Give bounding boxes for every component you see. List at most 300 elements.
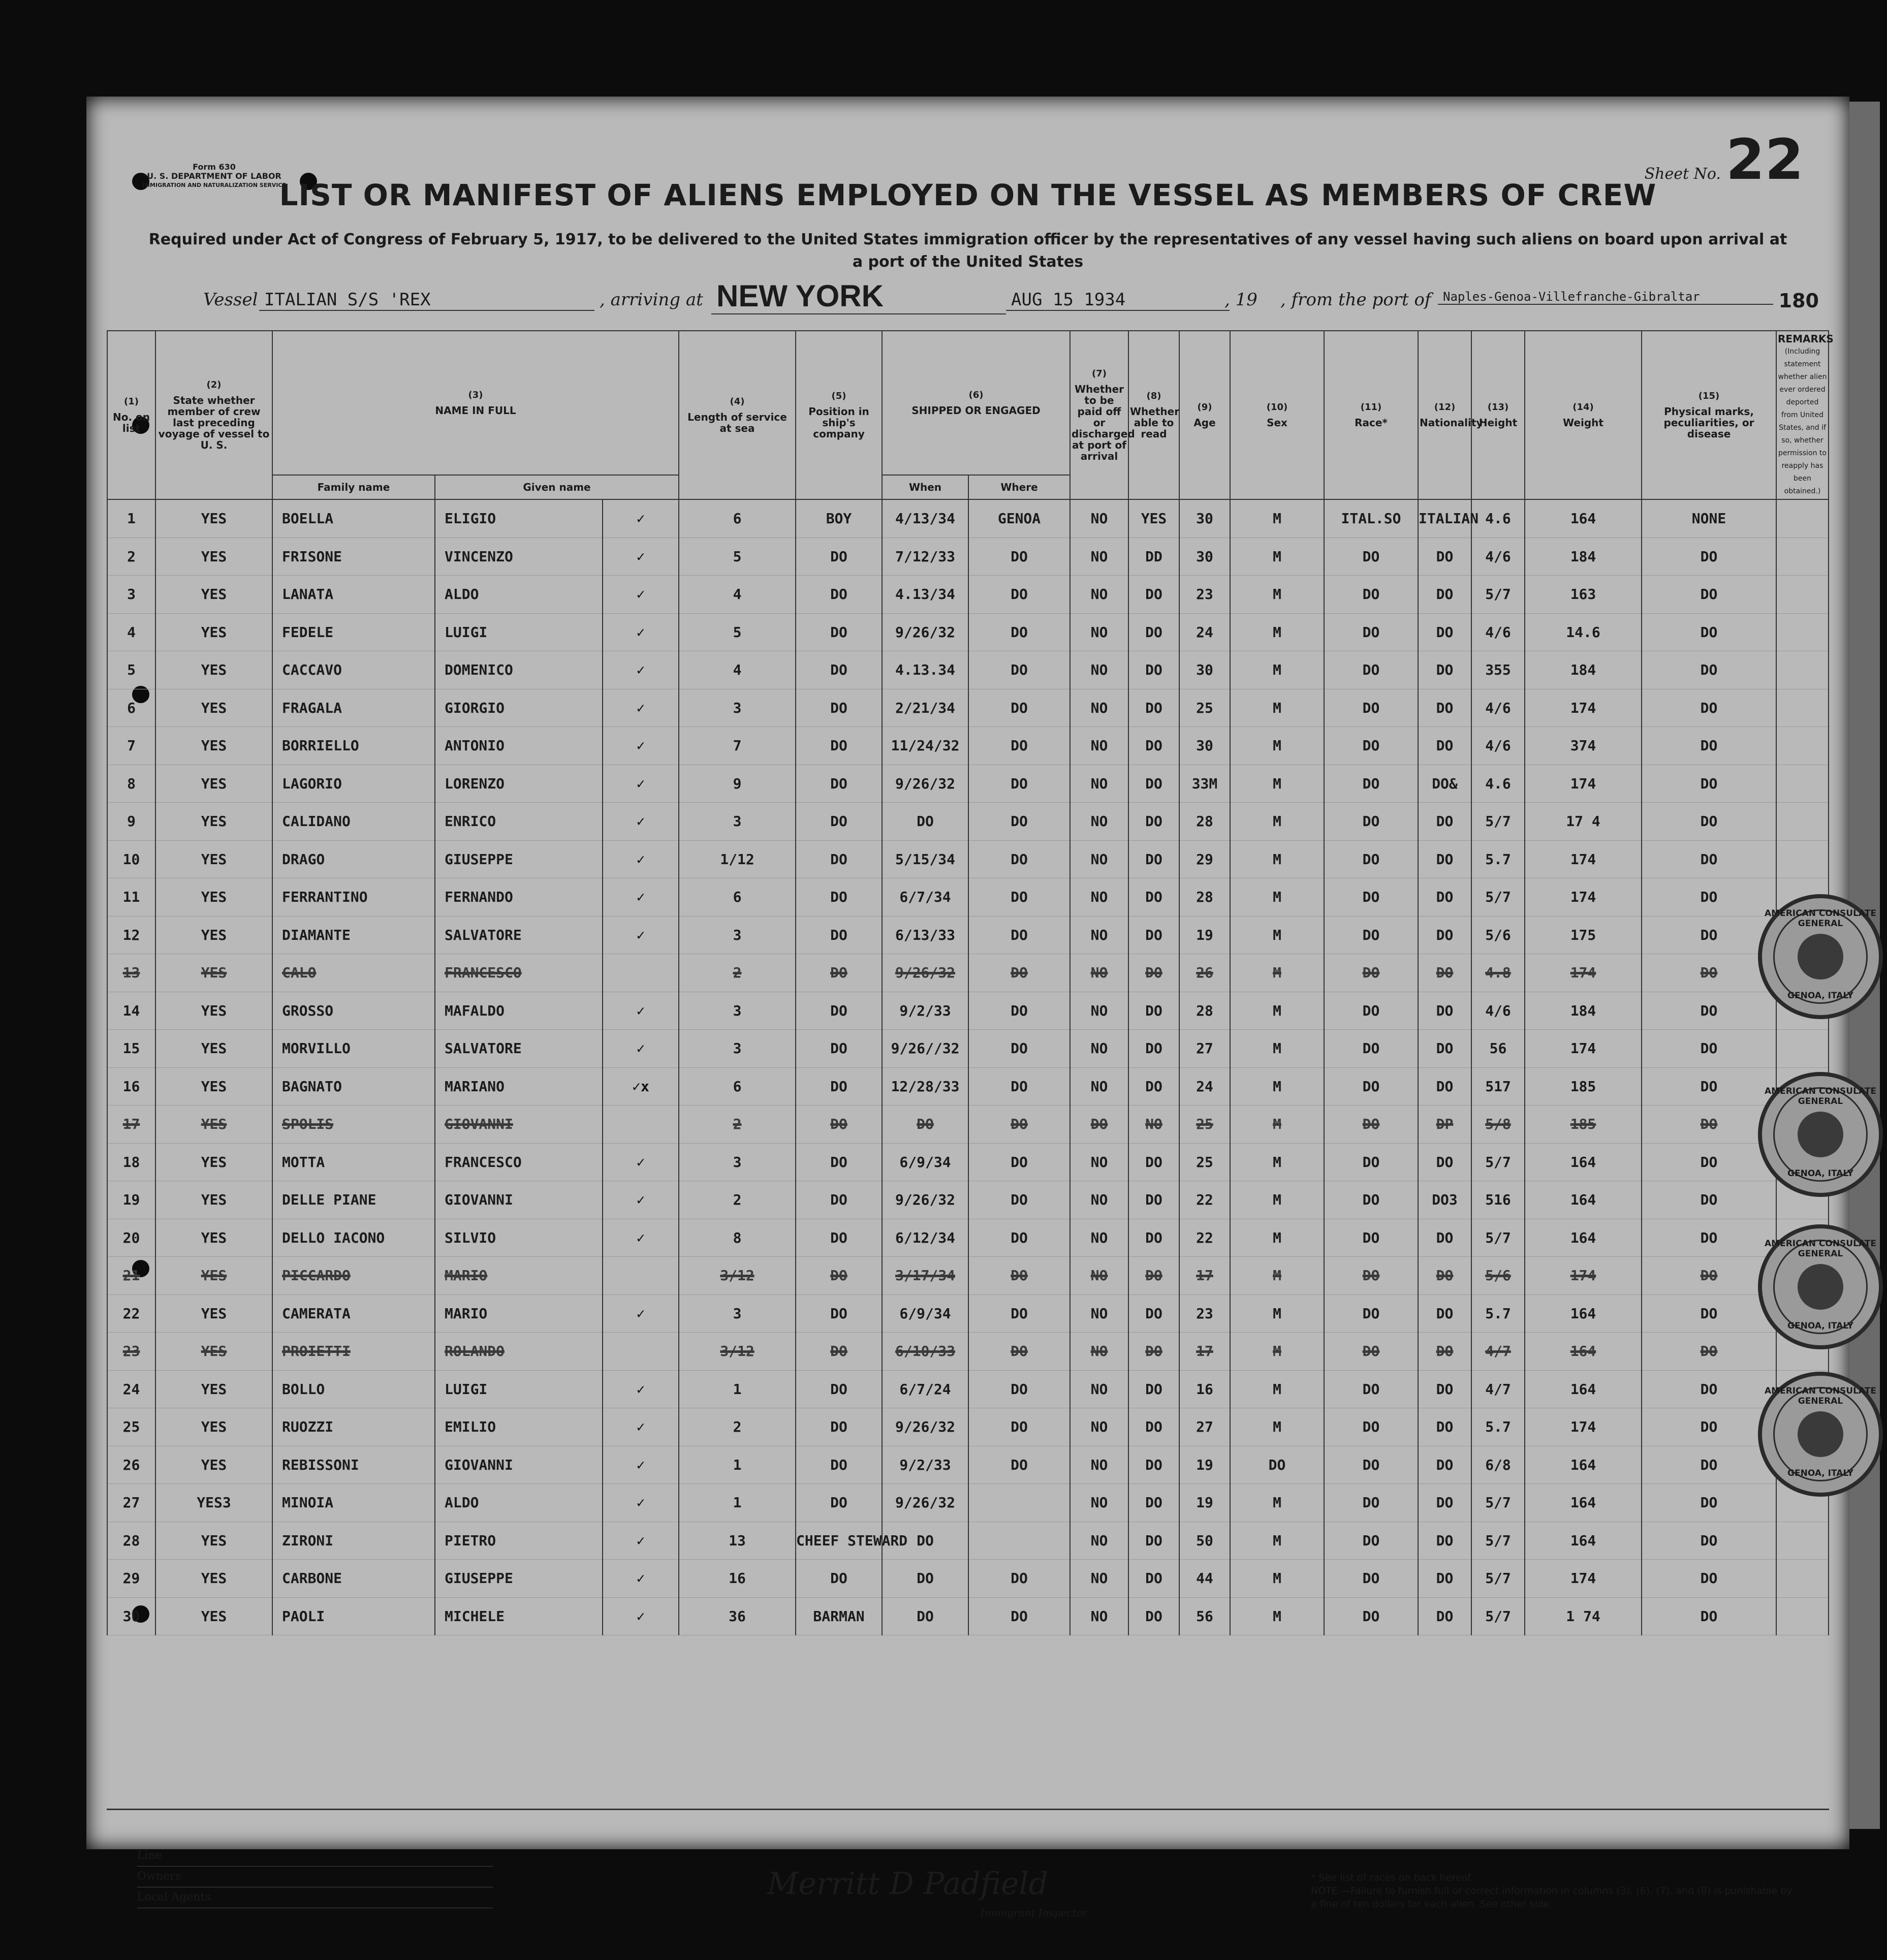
remarks-cell [1776,1597,1829,1635]
service-cell: 7 [679,727,796,765]
family-name-cell: ZIRONI [272,1522,435,1560]
given-name-cell: ELIGIO [435,499,603,538]
read-cell: DO [1128,613,1179,651]
shipped-where-cell: DO [968,1219,1070,1257]
physical-cell: DO [1642,765,1776,803]
form-identifier: Form 630 U. S. DEPARTMENT OF LABOR IMMIGRATION AND NATURALIZATION SERVICE [142,162,287,188]
race-cell: DO [1324,1219,1418,1257]
prev-voyage-cell: YES [155,1408,272,1446]
family-name-cell: LAGORIO [272,765,435,803]
check-mark: ✓ [603,803,679,841]
check-mark: ✓ [603,1522,679,1560]
family-name-cell: CALO [272,954,435,992]
weight-cell: 185 [1525,1105,1642,1144]
sex-cell: M [1230,1560,1324,1598]
read-cell: DO [1128,651,1179,689]
weight-cell: 163 [1525,576,1642,614]
height-cell: 4/7 [1471,1333,1525,1371]
read-cell: DO [1128,916,1179,954]
read-cell: DO [1128,1370,1179,1408]
position-cell: DO [796,803,882,841]
shipped-where-cell: DO [968,1067,1070,1105]
read-cell: DO [1128,992,1179,1030]
consulate-seal: AMERICAN CONSULATE GENERAL GENOA, ITALY [1758,894,1883,1019]
position-cell: DO [796,992,882,1030]
weight-cell: 174 [1525,765,1642,803]
remarks-cell [1776,576,1829,614]
service-cell: 3 [679,803,796,841]
physical-cell: DO [1642,1408,1776,1446]
paid-off-cell: NO [1070,803,1128,841]
prev-voyage-cell: YES [155,954,272,992]
check-mark: ✓ [603,727,679,765]
shipped-when-cell: 4.13.34 [882,651,968,689]
nationality-cell: DO [1418,1294,1471,1333]
read-cell: DO [1128,1294,1179,1333]
header-sex: (10) Sex [1230,331,1324,499]
family-name-cell: DELLO IACONO [272,1219,435,1257]
race-cell: DO [1324,1257,1418,1295]
race-cell: DO [1324,1408,1418,1446]
given-name-cell: MAFALDO [435,992,603,1030]
read-cell: DO [1128,576,1179,614]
service-cell: 1 [679,1484,796,1522]
shipped-where-cell: DO [968,538,1070,576]
nationality-cell: DO [1418,1446,1471,1484]
height-cell: 5/7 [1471,1484,1525,1522]
shipped-where-cell: DO [968,689,1070,727]
table-row [107,954,1829,992]
row-number: 25 [107,1408,155,1446]
remarks-cell [1776,803,1829,841]
service-cell: 16 [679,1560,796,1598]
shipped-where-cell: GENOA [968,499,1070,538]
nationality-cell: DO [1418,576,1471,614]
weight-cell: 174 [1525,1257,1642,1295]
table-row [107,1370,1829,1408]
check-mark: ✓ [603,765,679,803]
family-name-cell: FRISONE [272,538,435,576]
row-number: 14 [107,992,155,1030]
weight-cell: 164 [1525,1522,1642,1560]
header-when: When [882,475,968,499]
race-cell: DO [1324,878,1418,916]
row-number: 21 [107,1257,155,1295]
nationality-cell: DO [1418,954,1471,992]
race-cell: DO [1324,954,1418,992]
shipped-where-cell: DO [968,651,1070,689]
race-cell: DO [1324,1560,1418,1598]
nationality-cell: DO [1418,1560,1471,1598]
age-cell: 17 [1179,1333,1230,1371]
weight-cell: 164 [1525,1294,1642,1333]
table-row [107,499,1829,538]
remarks-cell [1776,689,1829,727]
service-cell: 3 [679,1030,796,1068]
given-name-cell: GIUSEPPE [435,1560,603,1598]
family-name-cell: FERRANTINO [272,878,435,916]
shipped-when-cell: 9/26/32 [882,1484,968,1522]
given-name-cell: FERNANDO [435,878,603,916]
physical-cell: DO [1642,840,1776,878]
header-shipped: (6) SHIPPED OR ENGAGED [882,331,1070,475]
service-cell: 4 [679,651,796,689]
paid-off-cell: NO [1070,840,1128,878]
given-name-cell: SALVATORE [435,916,603,954]
physical-cell: DO [1642,1219,1776,1257]
race-cell: DO [1324,1522,1418,1560]
row-number: 19 [107,1181,155,1219]
table-row [107,1030,1829,1068]
prev-voyage-cell: YES [155,538,272,576]
weight-cell: 174 [1525,840,1642,878]
read-cell: DO [1128,689,1179,727]
check-mark: ✓ [603,689,679,727]
document-title: LIST OR MANIFEST OF ALIENS EMPLOYED ON THE VESSEL AS MEMBERS OF CREW [279,178,1657,212]
weight-cell: 174 [1525,1560,1642,1598]
paid-off-cell: NO [1070,1370,1128,1408]
read-cell: DO [1128,1333,1179,1371]
service-cell: 9 [679,765,796,803]
table-row [107,1446,1829,1484]
position-cell: DO [796,1105,882,1144]
shipped-where-cell: DO [968,1408,1070,1446]
prev-voyage-cell: YES [155,916,272,954]
check-mark: ✓x [603,1067,679,1105]
service-cell: 3 [679,1294,796,1333]
weight-cell: 1 74 [1525,1597,1642,1635]
header-weight: (14) Weight [1525,331,1642,499]
race-cell: DO [1324,1105,1418,1144]
sex-cell: M [1230,1484,1324,1522]
sex-cell: M [1230,1219,1324,1257]
check-mark [603,1333,679,1371]
race-cell: ITAL.SO [1324,499,1418,538]
height-cell: 4/7 [1471,1370,1525,1408]
height-cell: 5.7 [1471,1408,1525,1446]
race-cell: DO [1324,727,1418,765]
table-row [107,613,1829,651]
nationality-cell: DO [1418,651,1471,689]
paid-off-cell: NO [1070,1484,1128,1522]
service-cell: 2 [679,954,796,992]
sex-cell: M [1230,538,1324,576]
position-cell: DO [796,1294,882,1333]
prev-voyage-cell: YES [155,1143,272,1181]
table-row [107,1408,1829,1446]
position-cell: DO [796,1219,882,1257]
header-remarks: REMARKS (Including statement whether alien ever ordered deported from United States, and if so, whether permission to reapply has been obtained.) [1776,331,1829,499]
eagle-emblem-icon [1798,1264,1843,1310]
age-cell: 33M [1179,765,1230,803]
height-cell: 6/8 [1471,1446,1525,1484]
position-cell: DO [796,613,882,651]
table-row [107,1484,1829,1522]
row-number: 15 [107,1030,155,1068]
age-cell: 25 [1179,689,1230,727]
age-cell: 22 [1179,1181,1230,1219]
read-cell: DO [1128,1522,1179,1560]
table-row [107,1143,1829,1181]
family-name-cell: BAGNATO [272,1067,435,1105]
shipped-when-cell: 7/12/33 [882,538,968,576]
nationality-cell: DO [1418,538,1471,576]
shipped-where-cell: DO [968,1370,1070,1408]
height-cell: 5/7 [1471,1219,1525,1257]
sex-cell: M [1230,1030,1324,1068]
prev-voyage-cell: YES [155,576,272,614]
inspector-caption: Immigrant Inspector. [981,1907,1090,1919]
table-row [107,651,1829,689]
weight-cell: 14.6 [1525,613,1642,651]
nationality-cell: DO [1418,840,1471,878]
sex-cell: M [1230,840,1324,878]
given-name-cell: MARIO [435,1257,603,1295]
shipped-where-cell: DO [968,1030,1070,1068]
sex-cell: M [1230,916,1324,954]
header-race: (11) Race* [1324,331,1418,499]
sex-cell: M [1230,576,1324,614]
prev-voyage-cell: YES [155,992,272,1030]
table-row [107,727,1829,765]
physical-cell: DO [1642,1294,1776,1333]
paid-off-cell: NO [1070,689,1128,727]
header-read: (8) Whether able to read [1128,331,1179,499]
departure-port: Naples-Genoa-Villefranche-Gibraltar [1438,290,1773,305]
shipped-when-cell: 9/26/32 [882,954,968,992]
position-cell: DO [796,1257,882,1295]
nationality-cell: DO [1418,992,1471,1030]
family-name-cell: DIAMANTE [272,916,435,954]
physical-cell: DO [1642,1067,1776,1105]
table-row [107,803,1829,841]
paid-off-cell: NO [1070,727,1128,765]
physical-cell: DO [1642,689,1776,727]
row-number: 22 [107,1294,155,1333]
service-cell: 1/12 [679,840,796,878]
weight-cell: 374 [1525,727,1642,765]
position-cell: DO [796,1484,882,1522]
service-cell: 1 [679,1446,796,1484]
read-cell: DO [1128,1484,1179,1522]
prev-voyage-cell: YES [155,651,272,689]
crew-manifest-table [107,330,1834,1635]
check-mark: ✓ [603,916,679,954]
prev-voyage-cell: YES [155,1522,272,1560]
paid-off-cell: NO [1070,1257,1128,1295]
shipped-when-cell: 9/26//32 [882,1030,968,1068]
check-mark: ✓ [603,651,679,689]
family-name-cell: LANATA [272,576,435,614]
weight-cell: 164 [1525,1181,1642,1219]
sex-cell: M [1230,954,1324,992]
prev-voyage-cell: YES [155,1560,272,1598]
height-cell: 5/7 [1471,1560,1525,1598]
physical-cell: DO [1642,1370,1776,1408]
weight-cell: 174 [1525,689,1642,727]
paid-off-cell: NO [1070,1560,1128,1598]
physical-cell: DO [1642,1446,1776,1484]
nationality-cell: DO [1418,613,1471,651]
prev-voyage-cell: YES [155,1105,272,1144]
shipped-when-cell: 2/21/34 [882,689,968,727]
shipped-where-cell: DO [968,916,1070,954]
given-name-cell: MARIO [435,1294,603,1333]
position-cell: DO [796,1408,882,1446]
prev-voyage-cell: YES [155,499,272,538]
prev-voyage-cell: YES [155,1181,272,1219]
nationality-cell: DO3 [1418,1181,1471,1219]
height-cell: 5/7 [1471,576,1525,614]
check-mark [603,1105,679,1144]
sex-cell: M [1230,689,1324,727]
header-name: (3) NAME IN FULL [272,331,679,475]
race-cell: DO [1324,765,1418,803]
shipped-when-cell: DO [882,803,968,841]
check-mark: ✓ [603,1408,679,1446]
shipped-where-cell: DO [968,1294,1070,1333]
shipped-where-cell: DO [968,1446,1070,1484]
row-number: 4 [107,613,155,651]
paid-off-cell: NO [1070,765,1128,803]
paid-off-cell: NO [1070,1030,1128,1068]
age-cell: 19 [1179,1446,1230,1484]
position-cell: BOY [796,499,882,538]
shipped-when-cell: DO [882,1105,968,1144]
shipped-where-cell: DO [968,840,1070,878]
shipped-where-cell: DO [968,727,1070,765]
race-cell: DO [1324,651,1418,689]
shipped-when-cell: 11/24/32 [882,727,968,765]
race-cell: DO [1324,1370,1418,1408]
height-cell: 5/7 [1471,1522,1525,1560]
prev-voyage-cell: YES [155,840,272,878]
race-cell: DO [1324,576,1418,614]
table-row [107,765,1829,803]
prev-voyage-cell: YES [155,1446,272,1484]
read-cell: DO [1128,1030,1179,1068]
nationality-cell: ITALIAN [1418,499,1471,538]
age-cell: 29 [1179,840,1230,878]
height-cell: 5/8 [1471,1105,1525,1144]
family-name-cell: PICCARDO [272,1257,435,1295]
shipped-when-cell: 6/12/34 [882,1219,968,1257]
inspector-signature: Merritt D Padfield [767,1866,1048,1902]
age-cell: 30 [1179,538,1230,576]
eagle-emblem-icon [1798,934,1843,979]
weight-cell: 164 [1525,1333,1642,1371]
service-cell: 4 [679,576,796,614]
race-cell: DO [1324,803,1418,841]
service-cell: 2 [679,1181,796,1219]
header-height: (13) Height [1471,331,1525,499]
nationality-cell: DO [1418,1333,1471,1371]
row-number: 29 [107,1560,155,1598]
shipped-when-cell: 12/28/33 [882,1067,968,1105]
family-name-cell: BORRIELLO [272,727,435,765]
height-cell: 56 [1471,1030,1525,1068]
service-cell: 2 [679,1105,796,1144]
sheet-number: Sheet No.22 [1644,127,1804,192]
race-cell: DO [1324,538,1418,576]
given-name-cell: PIETRO [435,1522,603,1560]
remarks-cell [1776,499,1829,538]
paid-off-cell: DO [1070,1105,1128,1144]
given-name-cell: SILVIO [435,1219,603,1257]
family-name-cell: REBISSONI [272,1446,435,1484]
height-cell: 5/7 [1471,1597,1525,1635]
sex-cell: M [1230,1181,1324,1219]
family-name-cell: GROSSO [272,992,435,1030]
paid-off-cell: NO [1070,1181,1128,1219]
consulate-seal: AMERICAN CONSULATE GENERAL GENOA, ITALY [1758,1072,1883,1197]
read-cell: DD [1128,538,1179,576]
given-name-cell: ROLANDO [435,1333,603,1371]
row-number: 12 [107,916,155,954]
shipped-where-cell: DO [968,765,1070,803]
physical-cell: DO [1642,651,1776,689]
physical-cell: DO [1642,1333,1776,1371]
sex-cell: M [1230,1333,1324,1371]
position-cell: DO [796,1446,882,1484]
row-number: 5 [107,651,155,689]
table-row [107,538,1829,576]
arrival-date: AUG 15 1934 [1006,290,1230,311]
given-name-cell: LUIGI [435,1370,603,1408]
header-paid-off: (7) Whether to be paid off or discharged at port of arrival [1070,331,1128,499]
read-cell: DO [1128,1067,1179,1105]
height-cell: 5/6 [1471,916,1525,954]
shipped-when-cell: 9/26/32 [882,1181,968,1219]
service-cell: 3 [679,916,796,954]
race-cell: DO [1324,1597,1418,1635]
given-name-cell: GIORGIO [435,689,603,727]
position-cell: DO [796,840,882,878]
physical-cell: DO [1642,1522,1776,1560]
nationality-cell: DP [1418,1105,1471,1144]
service-cell: 5 [679,613,796,651]
sex-cell: M [1230,727,1324,765]
table-row [107,1181,1829,1219]
age-cell: 28 [1179,992,1230,1030]
height-cell: 4/6 [1471,538,1525,576]
given-name-cell: VINCENZO [435,538,603,576]
remarks-cell [1776,765,1829,803]
header-prev-voyage: (2) State whether member of crew last preceding voyage of vessel to U. S. [155,331,272,499]
weight-cell: 164 [1525,499,1642,538]
service-cell: 3 [679,1143,796,1181]
physical-cell: DO [1642,1143,1776,1181]
shipped-where-cell: DO [968,803,1070,841]
height-cell: 4/6 [1471,727,1525,765]
service-cell: 13 [679,1522,796,1560]
height-cell: 4.6 [1471,765,1525,803]
read-cell: DO [1128,878,1179,916]
race-cell: DO [1324,992,1418,1030]
nationality-cell: DO [1418,1484,1471,1522]
read-cell: DO [1128,1181,1179,1219]
row-number: 17 [107,1105,155,1144]
sex-cell: M [1230,1105,1324,1144]
race-cell: DO [1324,613,1418,651]
prev-voyage-cell: YES [155,1294,272,1333]
read-cell: DO [1128,1446,1179,1484]
table-row [107,1560,1829,1598]
table-row [107,1333,1829,1371]
shipped-where-cell: DO [968,1181,1070,1219]
shipped-when-cell: DO [882,1597,968,1635]
height-cell: 5/7 [1471,803,1525,841]
